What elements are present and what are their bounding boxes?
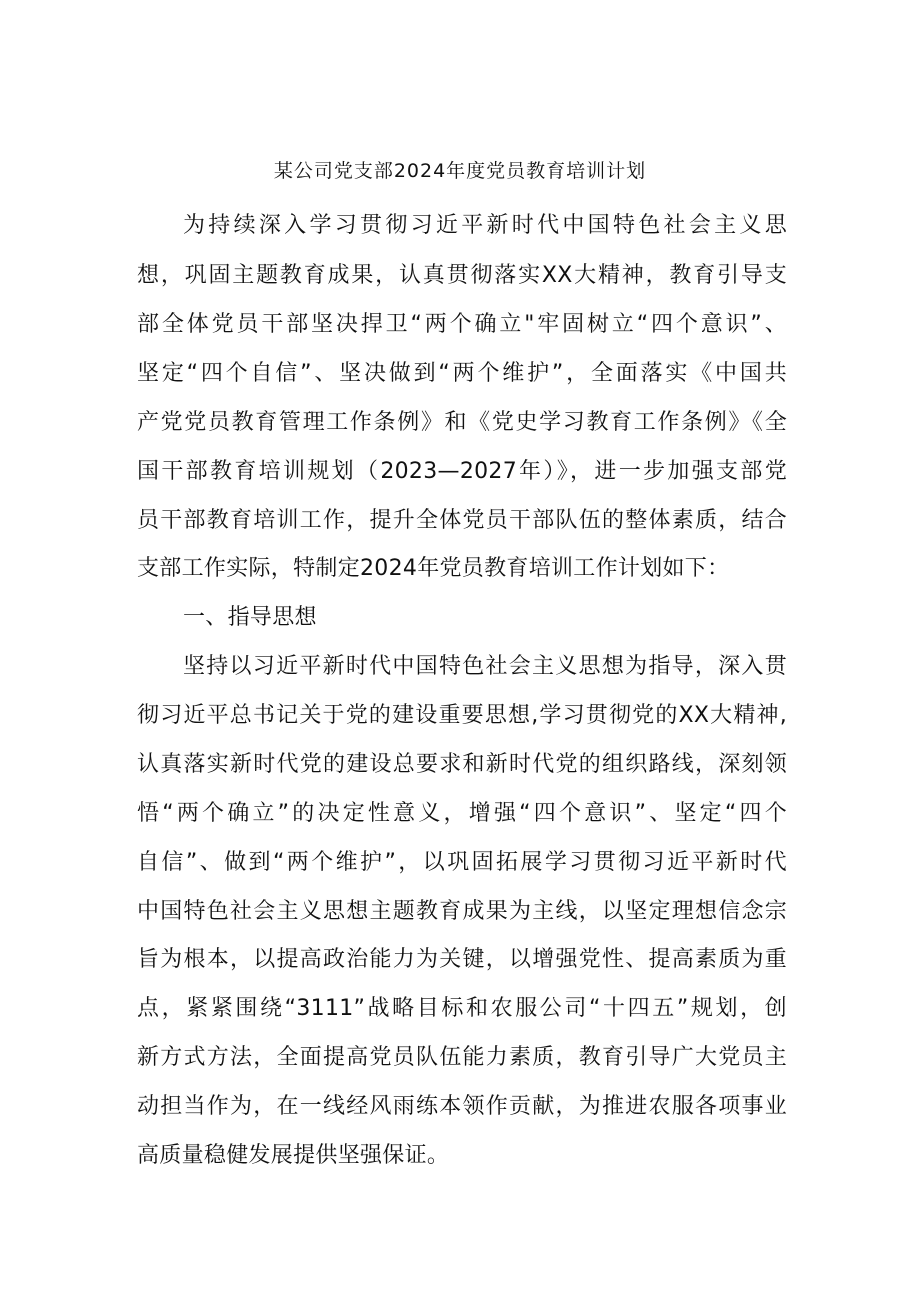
- intro-line: 想，巩固主题教育成果，认真贯彻落实XX大精神，教育引导支: [137, 263, 787, 288]
- intro-line: 国干部教育培训规划（2023—2027年）》，进一步加强支部党: [137, 459, 787, 484]
- section-line: 高质量稳健发展提供坚强保证。: [137, 1143, 450, 1168]
- section-line: 认真落实新时代党的建设总要求和新时代党的组织路线，深刻领: [137, 752, 787, 777]
- intro-line: 部全体党员干部坚决捍卫“两个确立"牢固树立“四个意识”、: [137, 312, 787, 337]
- section-line: 彻习近平总书记关于党的建设重要思想,学习贯彻党的XX大精神,: [137, 703, 787, 728]
- section-line: 悟“两个确立”的决定性意义，增强“四个意识”、坚定“四个: [137, 801, 787, 826]
- intro-line: 为持续深入学习贯彻习近平新时代中国特色社会主义思: [183, 213, 787, 238]
- section-line: 点，紧紧围绕“3111”战略目标和农服公司“十四五”规划，创: [137, 996, 787, 1021]
- section-heading: 一、指导思想: [183, 605, 317, 630]
- intro-line: 坚定“四个自信”、坚决做到“两个维护”，全面落实《中国共: [137, 361, 787, 386]
- intro-line: 产党党员教育管理工作条例》和《党史学习教育工作条例》《全: [137, 410, 787, 435]
- intro-line: 员干部教育培训工作，提升全体党员干部队伍的整体素质，结合: [137, 508, 787, 533]
- section-line: 坚持以习近平新时代中国特色社会主义思想为指导，深入贯: [183, 654, 787, 679]
- section-line: 中国特色社会主义思想主题教育成果为主线，以坚定理想信念宗: [137, 899, 787, 924]
- section-line: 动担当作为，在一线经风雨练本领作贡献，为推进农服各项事业: [137, 1094, 787, 1119]
- section-line: 旨为根本，以提高政治能力为关键，以增强党性、提高素质为重: [137, 947, 787, 972]
- intro-line: 支部工作实际，特制定2024年党员教育培训工作计划如下：: [137, 556, 730, 581]
- section-line: 新方式方法，全面提高党员队伍能力素质，教育引导广大党员主: [137, 1045, 787, 1070]
- section-line: 自信”、做到“两个维护”，以巩固拓展学习贯彻习近平新时代: [137, 850, 787, 875]
- document-title: 某公司党支部2024年度党员教育培训计划: [273, 160, 647, 182]
